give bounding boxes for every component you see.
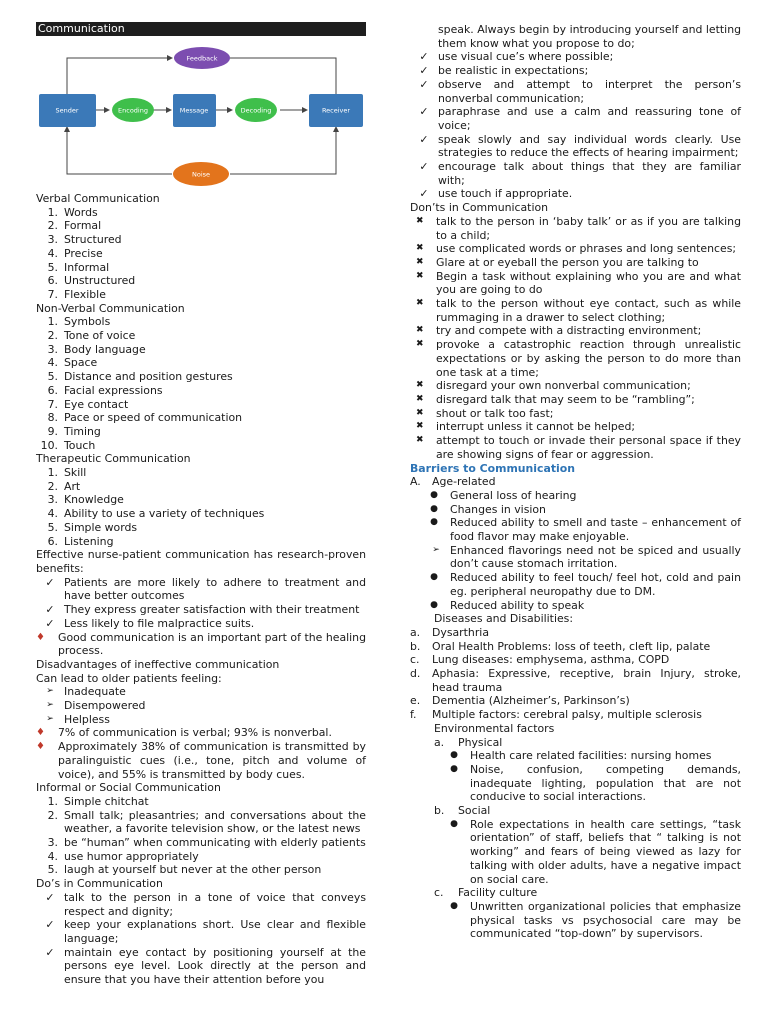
cross-marker: ✖	[416, 270, 424, 281]
list-item-text: Symbols	[64, 315, 111, 329]
disease-letter: d.	[410, 667, 421, 681]
dos-list-right	[410, 23, 741, 201]
list-item-text: Distance and position gestures	[64, 370, 233, 384]
disease-letter: b.	[410, 639, 421, 653]
list-item	[36, 356, 366, 370]
barriers-title: Barriers to Communication	[410, 461, 576, 475]
physical-heading	[410, 736, 741, 750]
check-marker: ✓	[419, 160, 429, 174]
list-item-text: 7% of communication is verbal; 93% is nonverbal.	[58, 726, 332, 740]
list-item-text: Role expectations in health care settings, “task orientation” of staff, beliefs that “ talking is not working” and fears of being viewed as lazy for talking with older adults, have a negative impact on social care.	[470, 817, 741, 886]
cross-marker: ✖	[416, 393, 424, 404]
list-item-text: Words	[64, 205, 98, 219]
disease-item	[410, 640, 741, 654]
facility-heading	[410, 886, 741, 900]
cross-marker: ✖	[416, 298, 424, 309]
list-item-text: encourage talk about things that they are familiar with;	[438, 160, 741, 187]
dot-marker: ●	[430, 489, 438, 500]
nonverbal-list	[36, 315, 366, 452]
disease-text: Aphasia: Expressive, receptive, brain Injury, stroke, head trauma	[432, 667, 741, 694]
list-item	[36, 521, 366, 535]
list-item-text: Skill	[64, 466, 87, 480]
social-marker: b.	[434, 804, 445, 818]
note-text: Good communication is an important part of the healing process.	[58, 630, 366, 658]
physical-title: Physical	[458, 735, 503, 749]
list-item	[410, 516, 741, 543]
list-item	[36, 398, 366, 412]
dos-list-left	[36, 891, 366, 987]
list-item-text: Eye contact	[64, 397, 129, 411]
item-number: 2.	[47, 329, 58, 343]
item-number: 7.	[47, 397, 58, 411]
list-item-text: Small talk; pleasantries; and conversations about the weather, a favorite television show, or the latest news	[64, 808, 366, 836]
list-item-text: use humor appropriately	[64, 849, 199, 863]
age-related-list	[410, 489, 741, 544]
list-item-text: keep your explanations short. Use clear and flexible language;	[64, 918, 366, 945]
item-number: 9.	[47, 424, 58, 438]
list-item	[36, 233, 366, 247]
cross-marker: ✖	[416, 215, 424, 226]
list-item-text: Flexible	[64, 287, 106, 301]
cross-marker: ✖	[416, 435, 424, 446]
list-item	[36, 863, 366, 877]
arrow-marker: ➢	[46, 713, 54, 724]
social-list	[410, 818, 741, 887]
disadvantages-list	[36, 685, 366, 726]
environmental-title: Environmental factors	[434, 721, 555, 735]
item-number: 1.	[47, 794, 58, 808]
item-number: 3.	[47, 233, 58, 247]
list-item-text: Unwritten organizational policies that emphasize physical tasks vs psychosocial care may be communicated “top-down” by supervisors.	[470, 900, 741, 941]
arrow-marker: ➢	[432, 544, 440, 555]
facility-list	[410, 900, 741, 941]
social-heading	[410, 804, 741, 818]
donts-list	[410, 215, 741, 462]
item-number: 10.	[40, 438, 58, 452]
disease-text: Dementia (Alzheimer’s, Parkinson’s)	[432, 694, 630, 708]
list-item-text: Changes in vision	[450, 502, 546, 516]
list-item-text: paraphrase and use a calm and reassuring tone of voice;	[438, 105, 741, 132]
list-item-text: Body language	[64, 342, 146, 356]
list-item	[410, 763, 741, 804]
list-item	[410, 338, 741, 379]
list-item	[410, 420, 741, 434]
disease-item	[410, 708, 741, 722]
dot-marker: ●	[450, 901, 458, 911]
list-item	[410, 187, 741, 201]
list-item	[36, 370, 366, 384]
list-item	[36, 507, 366, 521]
disease-letter: f.	[410, 708, 417, 722]
list-item	[410, 379, 741, 393]
list-item	[36, 411, 366, 425]
list-item	[410, 407, 741, 421]
list-item	[410, 818, 741, 887]
list-item-text: Facial expressions	[64, 383, 163, 397]
list-item-text: Timing	[64, 424, 101, 438]
disease-item	[410, 694, 741, 708]
list-item-text: be “human” when communicating with elderly patients	[64, 836, 366, 850]
feedback-line-from-receiver	[230, 58, 336, 94]
list-item	[36, 699, 366, 713]
item-number: 1.	[47, 466, 58, 480]
list-item	[36, 836, 366, 850]
dot-marker: ●	[430, 503, 438, 514]
donts-title: Don’ts in Communication	[410, 201, 549, 215]
check-marker: ✓	[419, 77, 429, 91]
list-item-text: Pace or speed of communication	[64, 411, 243, 425]
list-item-text: Reduced ability to feel touch/ feel hot, cold and pain eg. peripheral neuropathy due to DM.	[450, 571, 741, 598]
item-number: 3.	[47, 493, 58, 507]
list-item-text: General loss of hearing	[450, 488, 577, 502]
therapeutic-title: Therapeutic Communication	[36, 452, 191, 466]
list-item-text: be realistic in expectations;	[438, 64, 589, 78]
informal-title: Informal or Social Communication	[36, 781, 221, 795]
list-item	[410, 242, 741, 256]
list-item	[36, 617, 366, 631]
check-marker: ✓	[45, 603, 55, 617]
list-item	[410, 434, 741, 461]
check-marker: ✓	[419, 64, 429, 78]
list-item-text: Disempowered	[64, 699, 146, 713]
facility-marker: c.	[434, 886, 444, 900]
item-number: 5.	[47, 260, 58, 274]
communication-process-diagram	[36, 40, 366, 188]
list-item-text: talk to the person in a tone of voice that conveys respect and dignity;	[64, 890, 366, 918]
list-item-text: Unstructured	[64, 274, 136, 288]
item-number: 1.	[47, 315, 58, 329]
list-item	[36, 206, 366, 220]
disadvantages-intro: Can lead to older patients feeling:	[36, 671, 222, 685]
diamond-marker: ♦	[36, 631, 45, 643]
disease-item	[410, 626, 741, 640]
list-item	[410, 324, 741, 338]
list-item-text: Precise	[64, 246, 103, 260]
item-number: 6.	[47, 534, 58, 548]
arrow-marker: ➢	[46, 700, 54, 711]
disease-text: Oral Health Problems: loss of teeth, cleft lip, palate	[432, 639, 711, 653]
list-item	[36, 384, 366, 398]
physical-list	[410, 749, 741, 804]
check-marker: ✓	[45, 575, 55, 589]
cross-marker: ✖	[416, 380, 424, 391]
effective-note	[36, 631, 366, 658]
disease-text: Lung diseases: emphysema, asthma, COPD	[432, 653, 670, 667]
list-item-text: use touch if appropriate.	[438, 187, 573, 201]
list-item	[36, 713, 366, 727]
list-item-text: Noise, confusion, competing demands, inadequate lighting, population that are not conducive to social interactions.	[470, 762, 741, 804]
list-item-text: Reduced ability to speak	[450, 598, 585, 612]
list-item-text: Helpless	[64, 712, 110, 726]
noise-label: Noise	[191, 170, 211, 179]
receiver-label: Receiver	[321, 106, 351, 115]
dos-title: Do’s in Communication	[36, 877, 163, 891]
feedback-arrow-to-sender	[67, 58, 172, 94]
encoding-label: Encoding	[118, 106, 148, 115]
list-item	[36, 891, 366, 918]
item-number: 5.	[47, 520, 58, 534]
list-item-text: Begin a task without explaining who you are and what you are going to do	[436, 269, 741, 297]
list-item	[410, 900, 741, 941]
verbal-title: Verbal Communication	[36, 192, 160, 205]
list-item	[36, 480, 366, 494]
list-item	[410, 393, 741, 407]
list-item	[410, 215, 741, 242]
list-item-text: use complicated words or phrases and long sentences;	[436, 242, 737, 256]
list-item	[410, 64, 741, 78]
arrow-marker: ➢	[46, 686, 54, 697]
effective-benefits-list	[36, 576, 366, 631]
dia-marker: ♦	[36, 741, 45, 753]
list-item	[410, 503, 741, 517]
item-number: 2.	[47, 808, 58, 822]
disease-letter: e.	[410, 694, 421, 708]
list-item-text: Formal	[64, 219, 102, 233]
list-item	[36, 809, 366, 836]
dot-marker: ●	[450, 818, 458, 829]
list-item-text: Approximately 38% of communication is transmitted by paralinguistic cues (i.e., tone, pitch and volume of voice), and 55% is transmitted by body cues.	[58, 740, 366, 781]
item-number: 3.	[47, 836, 58, 850]
informal-list	[36, 795, 366, 877]
list-item-text: disregard talk that may seem to be “rambling”;	[436, 392, 695, 406]
noise-arrow-to-receiver	[230, 127, 336, 174]
list-item	[36, 274, 366, 288]
list-item-text: Space	[64, 356, 98, 370]
list-item	[410, 105, 741, 132]
list-item-text: Glare at or eyeball the person you are talking to	[436, 255, 699, 269]
nonverbal-title: Non-Verbal Communication	[36, 301, 185, 315]
noise-arrow-to-sender	[67, 127, 172, 174]
list-item	[410, 749, 741, 763]
sender-label: Sender	[55, 106, 79, 115]
diseases-title: Diseases and Disabilities:	[434, 612, 574, 626]
disease-letter: a.	[410, 625, 421, 639]
list-item-text: talk to the person in ‘baby talk’ or as if you are talking to a child;	[436, 214, 741, 242]
dot-marker: ●	[430, 599, 438, 610]
item-number: 4.	[47, 507, 58, 521]
age-related-heading	[410, 475, 741, 489]
list-item-text: maintain eye contact by positioning yourself at the persons eye level. Look directly at the person and ensure that you have their attention before you	[64, 945, 366, 987]
item-number: 2.	[47, 479, 58, 493]
note-item	[36, 631, 366, 658]
list-item-text: observe and attempt to interpret the person’s nonverbal communication;	[438, 77, 741, 105]
list-item	[36, 576, 366, 603]
list-item-text: Art	[64, 479, 81, 493]
decoding-label: Decoding	[240, 106, 272, 115]
cross-marker: ✖	[416, 256, 424, 267]
list-item	[410, 256, 741, 270]
list-item-text: Listening	[64, 534, 114, 548]
list-item-text: Health care related facilities: nursing homes	[470, 749, 712, 763]
list-item	[36, 918, 366, 945]
social-title: Social	[458, 804, 491, 818]
age-related-subitem	[410, 544, 741, 571]
list-item-text: disregard your own nonverbal communication;	[436, 379, 691, 393]
dot-marker: ●	[450, 750, 458, 761]
continuation-spacer	[410, 23, 438, 50]
item-number: 6.	[47, 274, 58, 288]
list-item-text: try and compete with a distracting environment;	[436, 324, 702, 338]
list-item-text: Knowledge	[64, 493, 124, 507]
check-marker: ✓	[419, 132, 429, 146]
check-marker: ✓	[45, 945, 55, 959]
list-item-text: laugh at yourself but never at the other person	[64, 863, 322, 877]
cross-marker: ✖	[416, 407, 424, 418]
diseases-list	[410, 626, 741, 722]
list-item-text: provoke a catastrophic reaction through unrealistic expectations or by asking the person to do more than one task at a time;	[436, 338, 741, 379]
list-item-text: Ability to use a variety of techniques	[64, 507, 265, 521]
cross-marker: ✖	[416, 421, 424, 432]
item-number: 4.	[47, 849, 58, 863]
list-item-text: Reduced ability to smell and taste – enhancement of food flavor may make enjoyable.	[450, 516, 741, 544]
feedback-label: Feedback	[186, 54, 218, 63]
list-item-text: Informal	[64, 260, 110, 274]
list-item-text: shout or talk too fast;	[436, 406, 554, 420]
age-related-list-2	[410, 571, 741, 612]
list-item	[36, 425, 366, 439]
list-item	[410, 599, 741, 613]
dos-item-continuation-text: speak. Always begin by introducing yourself and letting them know what you propose to do;	[438, 23, 742, 50]
list-item	[36, 329, 366, 343]
list-item	[410, 78, 741, 105]
verbal-list	[36, 206, 366, 302]
list-item	[36, 493, 366, 507]
check-marker: ✓	[419, 50, 429, 64]
list-item	[36, 343, 366, 357]
cross-marker: ✖	[416, 243, 424, 254]
cross-marker: ✖	[416, 339, 424, 350]
list-item	[36, 439, 366, 453]
item-number: 5.	[47, 370, 58, 384]
disease-item	[410, 667, 741, 694]
disadvantages-title: Disadvantages of ineffective communication	[36, 657, 280, 671]
list-item	[410, 571, 741, 598]
list-item-text: speak slowly and say individual words clearly. Use strategies to reduce the effects of hearing impairment;	[438, 132, 741, 160]
list-item	[36, 315, 366, 329]
list-item-text: talk to the person without eye contact, such as while rummaging in a drawer to select clothing;	[436, 297, 741, 324]
list-item	[410, 50, 741, 64]
list-item	[410, 160, 741, 187]
physical-marker: a.	[434, 735, 445, 749]
list-item	[36, 685, 366, 699]
check-marker: ✓	[45, 616, 55, 630]
dot-marker: ●	[430, 572, 438, 583]
item-number: 3.	[47, 342, 58, 356]
item-number: 8.	[47, 411, 58, 425]
item-number: 4.	[47, 246, 58, 260]
list-item	[410, 489, 741, 503]
list-item-text: Less likely to file malpractice suits.	[64, 616, 255, 630]
list-item-text: Simple chitchat	[64, 794, 149, 808]
disease-item	[410, 653, 741, 667]
list-item	[410, 133, 741, 160]
item-number: 7.	[47, 287, 58, 301]
list-item-text: use visual cue’s where possible;	[438, 50, 614, 64]
list-item	[36, 219, 366, 233]
disease-text: Multiple factors: cerebral palsy, multiple sclerosis	[432, 708, 702, 722]
left-column	[36, 22, 366, 987]
facility-title: Facility culture	[458, 886, 538, 900]
list-item	[36, 247, 366, 261]
list-item	[36, 946, 366, 987]
check-marker: ✓	[419, 105, 429, 119]
disadvantages-notes	[36, 726, 366, 781]
effective-intro: Effective nurse-patient communication has research-proven benefits:	[36, 548, 366, 575]
list-item-text: Inadequate	[64, 685, 126, 699]
item-number: 5.	[47, 863, 58, 877]
check-marker: ✓	[45, 890, 55, 904]
dos-item-continuation	[410, 23, 741, 50]
item-number: 2.	[47, 219, 58, 233]
list-item	[36, 288, 366, 302]
item-number: 4.	[47, 356, 58, 370]
age-related-subitem-text: Enhanced flavorings need not be spiced and usually don’t cause stomach irritation.	[450, 543, 741, 571]
list-item	[36, 795, 366, 809]
list-item-text: Tone of voice	[64, 329, 136, 343]
check-marker: ✓	[419, 187, 429, 201]
list-item-text: Structured	[64, 233, 122, 247]
dia-marker: ♦	[36, 727, 45, 739]
list-item	[36, 261, 366, 275]
age-related-title: Age-related	[432, 475, 496, 489]
dot-marker: ●	[430, 517, 438, 528]
list-item	[410, 297, 741, 324]
age-related-marker: A.	[410, 475, 421, 489]
cross-marker: ✖	[416, 325, 424, 336]
list-item-text: attempt to touch or invade their personal space if they are showing signs of fear or aggression.	[436, 434, 741, 461]
list-item-text: interrupt unless it cannot be helped;	[436, 420, 636, 434]
list-item-text: Patients are more likely to adhere to treatment and have better outcomes	[64, 575, 366, 603]
section-header: Communication	[36, 22, 366, 36]
message-label: Message	[179, 106, 209, 115]
item-number: 1.	[47, 205, 58, 219]
list-item	[410, 270, 741, 297]
disease-text: Dysarthria	[432, 625, 490, 639]
check-marker: ✓	[45, 918, 55, 932]
list-item	[36, 466, 366, 480]
list-item	[36, 535, 366, 549]
list-item	[36, 740, 366, 781]
list-item-text: Touch	[64, 438, 96, 452]
right-column	[410, 23, 741, 941]
list-item	[36, 603, 366, 617]
item-number: 6.	[47, 383, 58, 397]
list-item	[36, 726, 366, 740]
disease-letter: c.	[410, 653, 420, 667]
list-item-text: They express greater satisfaction with their treatment	[64, 603, 360, 617]
list-item	[36, 850, 366, 864]
dot-marker: ●	[450, 763, 458, 774]
list-item-text: Simple words	[64, 520, 138, 534]
therapeutic-list	[36, 466, 366, 548]
